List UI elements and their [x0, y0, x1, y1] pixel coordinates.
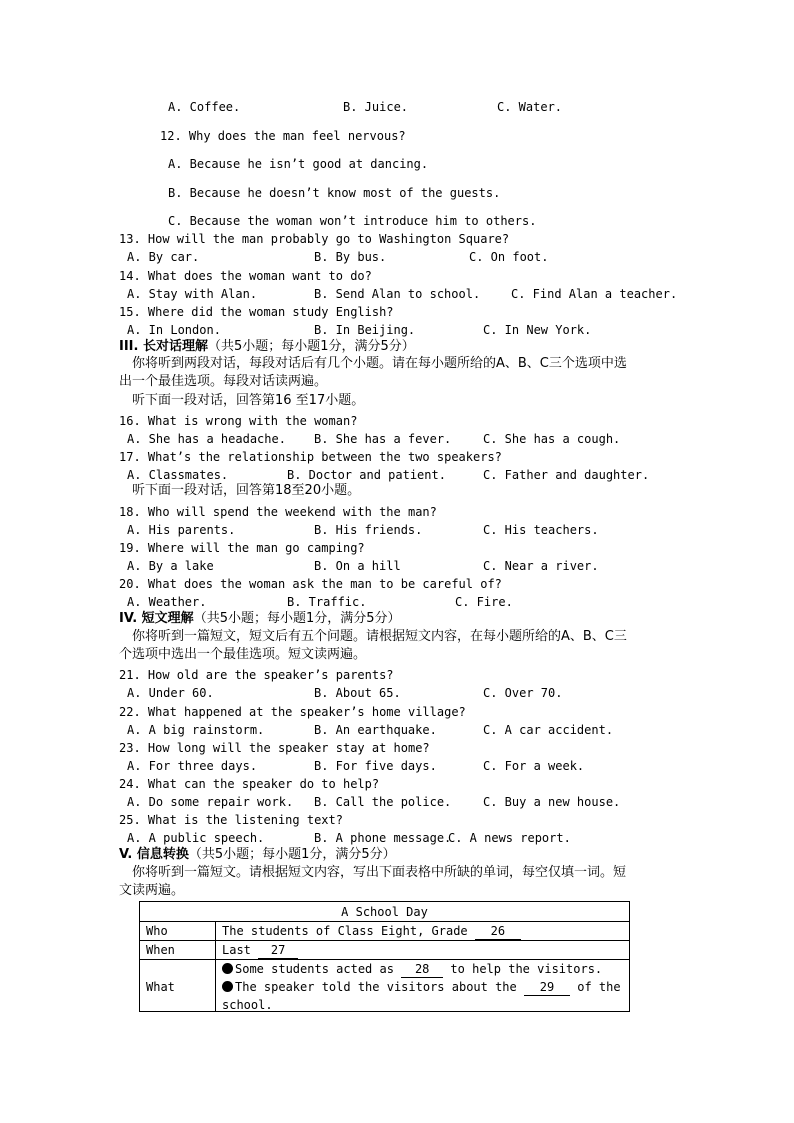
section5-scoring: （共5小题；每小题1分，满分5分） — [188, 847, 396, 862]
what-line1-pre: Some students acted as — [235, 962, 394, 976]
info-table — [139, 901, 630, 1012]
table-what-line-3: school. — [222, 998, 273, 1012]
what-line2-post: of the — [577, 980, 621, 994]
table-what-line-2 — [222, 979, 621, 996]
q17-option-c: C. Father and daughter. — [483, 468, 650, 482]
q16-option-a: A. She has a headache. — [127, 432, 286, 446]
q13-option-c: C. On foot. — [469, 250, 549, 264]
q11-option-c: C. Water. — [497, 100, 563, 114]
q21-option-a: A. Under 60. — [127, 686, 214, 700]
q25-question: 25. What is the listening text? — [119, 813, 343, 827]
section4-header — [119, 610, 401, 627]
q19-option-c: C. Near a river. — [483, 559, 599, 573]
section3-dialog1-note: 听下面一段对话，回答第16 至17小题。 — [132, 393, 365, 408]
table-who-label: Who — [146, 924, 168, 938]
q12-question: 12. Why does the man feel nervous? — [160, 129, 406, 143]
section5-instruction-2: 文读两遍。 — [119, 883, 185, 898]
section3-dialog2-note: 听下面一段对话，回答第18至20小题。 — [132, 483, 361, 498]
q14-option-a: A. Stay with Alan. — [127, 287, 258, 301]
q25-option-b: B. A phone message. — [314, 831, 452, 845]
q22-option-b: B. An earthquake. — [314, 723, 437, 737]
q20-option-b: B. Traffic. — [287, 595, 367, 609]
table-divider-3 — [140, 959, 629, 960]
q11-option-b: B. Juice. — [343, 100, 409, 114]
q21-option-c: C. Over 70. — [483, 686, 563, 700]
q15-option-a: A. In London. — [127, 323, 221, 337]
q16-question: 16. What is wrong with the woman? — [119, 414, 358, 428]
q12-option-a: A. Because he isn’t good at dancing. — [168, 157, 429, 171]
q16-option-b: B. She has a fever. — [314, 432, 452, 446]
q19-option-b: B. On a hill — [314, 559, 401, 573]
q16-option-c: C. She has a cough. — [483, 432, 621, 446]
blank-27: 27 — [258, 942, 298, 959]
section4-instruction-1: 你将听到一篇短文，短文后有五个问题。请根据短文内容，在每小题所给的A、B、C三 — [132, 629, 627, 644]
q12-option-c: C. Because the woman won’t introduce him to others. — [168, 214, 537, 228]
q23-option-b: B. For five days. — [314, 759, 437, 773]
q20-question: 20. What does the woman ask the man to be careful of? — [119, 577, 502, 591]
bullet-icon — [222, 963, 233, 974]
table-column-divider — [215, 921, 216, 1011]
q15-question: 15. Where did the woman study English? — [119, 305, 394, 319]
section3-header — [119, 338, 415, 355]
blank-26: 26 — [475, 923, 521, 940]
q24-option-a: A. Do some repair work. — [127, 795, 294, 809]
section4-scoring: （共5小题；每小题1分，满分5分） — [193, 611, 401, 626]
q17-option-a: A. Classmates. — [127, 468, 229, 482]
section3-heading: III. 长对话理解 — [119, 339, 208, 354]
q23-question: 23. How long will the speaker stay at home? — [119, 741, 430, 755]
table-divider-2 — [140, 940, 629, 941]
q25-option-c: C. A news report. — [448, 831, 571, 845]
blank-28: 28 — [401, 961, 443, 978]
what-line1-post: to help the visitors. — [450, 962, 603, 976]
q14-question: 14. What does the woman want to do? — [119, 269, 372, 283]
q17-option-b: B. Doctor and patient. — [287, 468, 446, 482]
q15-option-b: B. In Beijing. — [314, 323, 416, 337]
table-what-line-1 — [222, 961, 602, 978]
q25-option-a: A. A public speech. — [127, 831, 265, 845]
q24-option-c: C. Buy a new house. — [483, 795, 621, 809]
q24-option-b: B. Call the police. — [314, 795, 452, 809]
table-when-label: When — [146, 943, 175, 957]
table-divider-1 — [140, 921, 629, 922]
q24-question: 24. What can the speaker do to help? — [119, 777, 380, 791]
q21-option-b: B. About 65. — [314, 686, 401, 700]
q22-question: 22. What happened at the speaker’s home village? — [119, 705, 466, 719]
q22-option-c: C. A car accident. — [483, 723, 614, 737]
blank-29: 29 — [524, 979, 570, 996]
section3-scoring: （共5小题；每小题1分，满分5分） — [207, 339, 415, 354]
table-who-text: The students of Class Eight, Grade — [222, 924, 468, 938]
q21-question: 21. How old are the speaker’s parents? — [119, 668, 394, 682]
section4-instruction-2: 个选项中选出一个最佳选项。短文读两遍。 — [119, 647, 367, 662]
table-title: A School Day — [341, 905, 428, 919]
q22-option-a: A. A big rainstorm. — [127, 723, 265, 737]
q11-option-a: A. Coffee. — [168, 100, 241, 114]
q18-question: 18. Who will spend the weekend with the man? — [119, 505, 437, 519]
table-when-text: Last — [222, 943, 251, 957]
q13-question: 13. How will the man probably go to Washington Square? — [119, 232, 510, 246]
q23-option-a: A. For three days. — [127, 759, 258, 773]
what-line2-pre: The speaker told the visitors about the — [235, 980, 517, 994]
q18-option-b: B. His friends. — [314, 523, 423, 537]
q23-option-c: C. For a week. — [483, 759, 585, 773]
section4-heading: IV. 短文理解 — [119, 611, 194, 626]
bullet-icon — [222, 981, 233, 992]
section3-instruction-1: 你将听到两段对话，每段对话后有几个小题。请在每小题所给的A、B、C三个选项中选 — [132, 356, 627, 371]
q20-option-c: C. Fire. — [455, 595, 513, 609]
q14-option-b: B. Send Alan to school. — [314, 287, 481, 301]
q20-option-a: A. Weather. — [127, 595, 207, 609]
q12-option-b: B. Because he doesn’t know most of the guests. — [168, 186, 501, 200]
section3-instruction-2: 出一个最佳选项。每段对话读两遍。 — [119, 374, 328, 389]
q17-question: 17. What’s the relationship between the two speakers? — [119, 450, 502, 464]
table-who-value — [222, 923, 521, 940]
q18-option-a: A. His parents. — [127, 523, 236, 537]
q13-option-b: B. By bus. — [314, 250, 387, 264]
q15-option-c: C. In New York. — [483, 323, 592, 337]
q19-option-a: A. By a lake — [127, 559, 214, 573]
q19-question: 19. Where will the man go camping? — [119, 541, 365, 555]
q14-option-c: C. Find Alan a teacher. — [511, 287, 678, 301]
section5-header — [119, 846, 396, 863]
section5-heading: V. 信息转换 — [119, 847, 189, 862]
q13-option-a: A. By car. — [127, 250, 200, 264]
section5-instruction-1: 你将听到一篇短文。请根据短文内容，写出下面表格中所缺的单词，每空仅填一词。短 — [132, 865, 627, 880]
table-what-label: What — [146, 980, 175, 994]
q18-option-c: C. His teachers. — [483, 523, 599, 537]
table-when-value — [222, 942, 298, 959]
